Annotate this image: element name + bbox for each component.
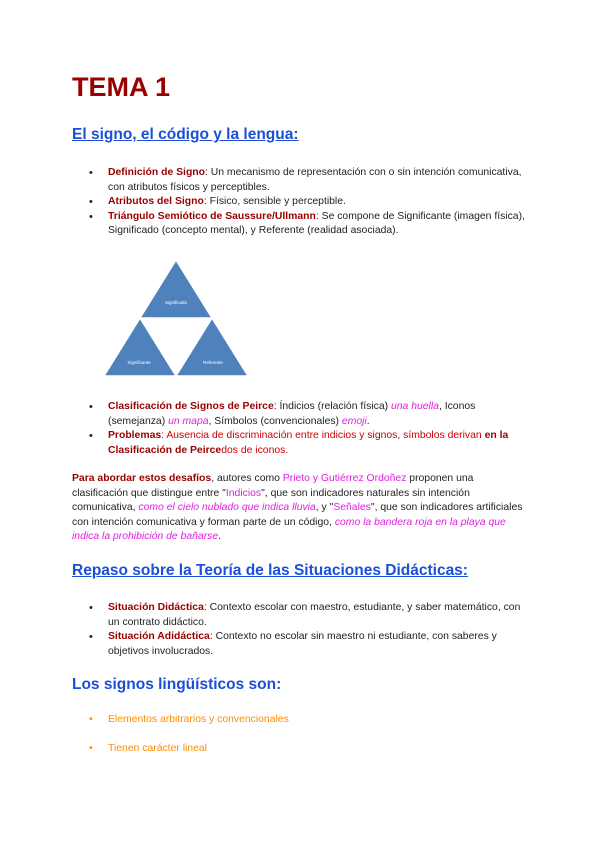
item-label: Triángulo Semiótico de Saussure/Ullmann — [108, 210, 316, 222]
list-item — [72, 601, 532, 630]
diagram-label-referente: Referente — [203, 360, 223, 365]
section-heading-signos-linguisticos: Los signos lingüísticos son: — [72, 676, 282, 693]
item-label: Problemas — [108, 430, 162, 442]
peirce-list — [72, 400, 532, 458]
list-item: • Problemas: Ausencia de discriminación entre indicios y signos, símbolos derivan en la Clasificación de Peircedos de iconos. — [72, 429, 532, 458]
section-heading-situaciones: Repaso sobre la Teoría de las Situaciones Didácticas: — [72, 562, 468, 579]
section-heading-signo: El signo, el código y la lengua: — [72, 126, 299, 143]
list-item — [72, 166, 532, 195]
signos-linguisticos-list-2 — [72, 743, 532, 754]
list-item — [72, 630, 532, 659]
list-item: • Elementos arbitrarios y convencionales — [72, 714, 532, 725]
signos-linguisticos-list — [72, 714, 532, 725]
situaciones-list — [72, 601, 532, 659]
item-text: : Se compone de Significante (imagen física), Significado (concepto mental), y Referente (realidad asociada). — [108, 210, 525, 237]
paragraph-desafios: Para abordar estos desafíos, autores como Prieto y Gutiérrez Ordoñez proponen una clasificación que distingue entre "Indicios", que son indicadores naturales sin intención comunicativa, como el cielo nublado que indica lluvia, y "Señales", que son indicadores artificiales con intención comunicativa y forman parte de un código, como la bandera roja en la playa que indica la prohibición de bañarse. — [72, 473, 523, 543]
item-text: : Contexto escolar con maestro, estudiante, y saber matemático, con un contrato didáctico. — [108, 602, 521, 628]
semiotic-triangle-diagram — [102, 258, 250, 378]
list-item: • Clasificación de Signos de Peirce: Índicios (relación física) una huella, Iconos (semejanza) un mapa, Símbolos (convencionales) emoji. — [72, 400, 532, 429]
item-label: Atributos del Signo — [108, 196, 204, 208]
item-label: Situación Adidáctica — [108, 631, 210, 643]
page-title: TEMA 1 — [72, 72, 171, 102]
item-text: : Un mecanismo de representación con o sin intención comunicativa, con atributos físicos y perceptibles. — [108, 167, 522, 193]
diagram-label-significado: Significado — [164, 300, 188, 305]
item-label: Situación Didáctica — [108, 602, 204, 613]
item-label: Clasificación de Signos de Peirce — [108, 401, 274, 412]
triangle-top — [140, 260, 212, 318]
list-item: • Tienen carácter lineal — [72, 743, 532, 754]
list-item — [72, 195, 532, 210]
list-item — [72, 210, 532, 239]
item-label: Definición de Signo — [108, 167, 205, 178]
item-text: : Contexto no escolar sin maestro ni estudiante, con saberes y objetivos involucrados. — [108, 631, 497, 657]
diagram-label-significante: Significante — [127, 360, 151, 365]
signo-list — [72, 166, 532, 239]
item-text: : Físico, sensible y perceptible. — [203, 196, 346, 208]
